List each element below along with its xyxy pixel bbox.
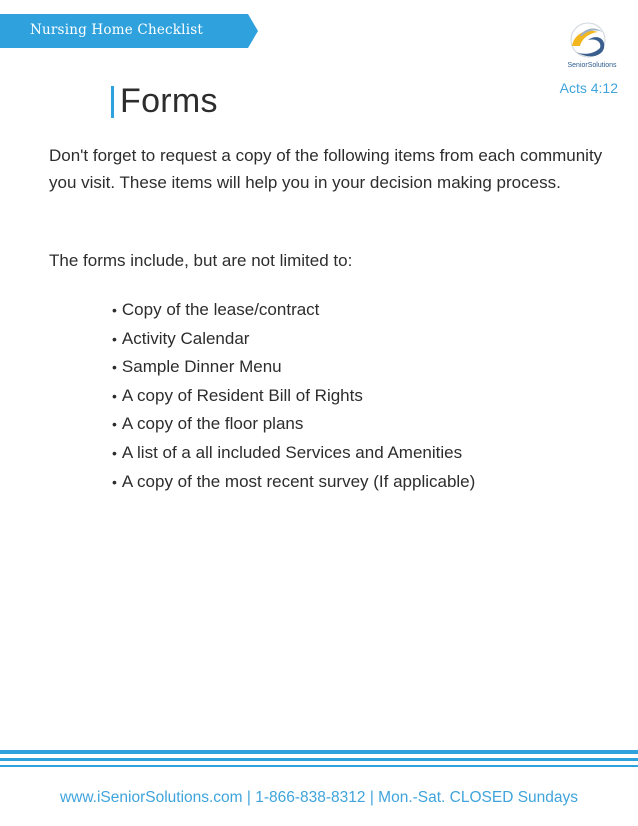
header-banner (0, 14, 258, 48)
footer-divider (0, 750, 638, 754)
title-accent-bar (111, 86, 114, 118)
forms-list (112, 296, 475, 496)
bullet-icon: • (112, 473, 117, 490)
list-item (112, 410, 475, 439)
list-item-text: A list of a all included Services and Amenities (121, 442, 463, 462)
list-item (112, 325, 475, 354)
logo-wordmark: SeniorSolutions (567, 62, 617, 69)
list-item (112, 468, 475, 497)
bullet-icon: • (112, 387, 117, 404)
list-item (112, 353, 475, 382)
list-item-text: A copy of the most recent survey (If applicable) (121, 471, 476, 491)
bullet-icon: • (112, 444, 117, 461)
list-item (112, 439, 475, 468)
list-item-text: Copy of the lease/contract (121, 300, 320, 319)
list-lead-text: The forms include, but are not limited to: (49, 251, 353, 270)
list-item-text: Activity Calendar (121, 328, 250, 348)
bullet-icon: • (112, 359, 117, 376)
list-item-text: A copy of Resident Bill of Rights (121, 385, 363, 405)
list-item-text: A copy of the floor plans (121, 414, 304, 434)
bullet-icon: • (112, 416, 117, 433)
list-item (112, 296, 475, 325)
scripture-reference: Acts 4:12 (559, 80, 618, 96)
footer-divider (0, 765, 638, 767)
bullet-icon: • (112, 330, 117, 347)
footer-contact: www.iSeniorSolutions.com | 1-866-838-8312 | Mon.-Sat. CLOSED Sundays (59, 789, 579, 806)
banner-label: Nursing Home Checklist (30, 22, 203, 38)
list-item-text: Sample Dinner Menu (121, 357, 282, 377)
bullet-icon: • (112, 302, 117, 318)
page-title: Forms (120, 82, 218, 120)
intro-paragraph: Don't forget to request a copy of the following items from each community you visit. These items will help you in your decision making process. (49, 146, 603, 192)
list-item (112, 382, 475, 411)
footer-divider (0, 758, 638, 761)
